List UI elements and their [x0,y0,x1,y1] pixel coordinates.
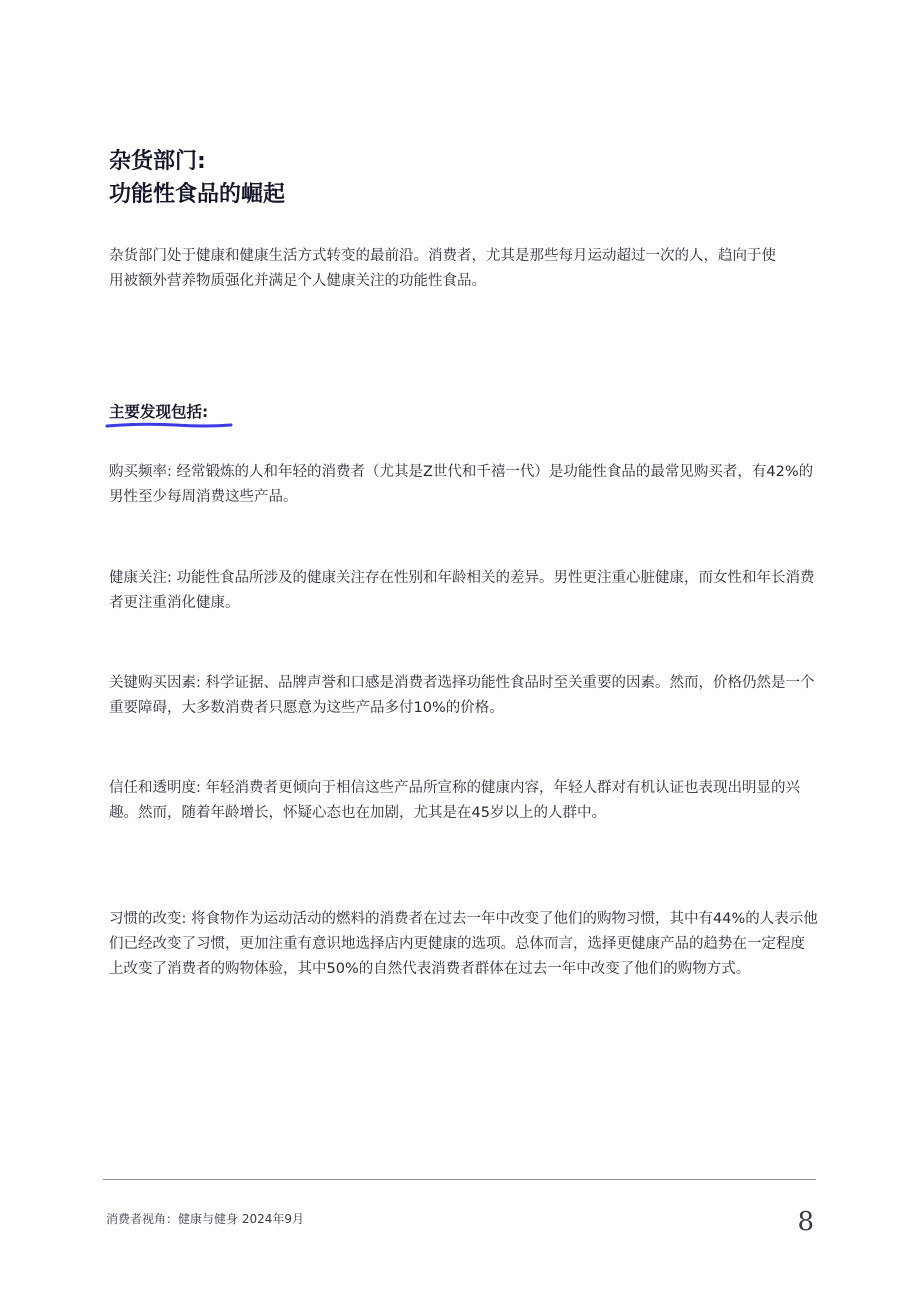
footer-publication: 消费者视角：健康与健身 2024年9月 [106,1212,304,1226]
footer-divider [103,1179,816,1180]
finding-habit-change: 习惯的改变: 将食物作为运动活动的燃料的消费者在过去一年中改变了他们的购物习惯，其中有44%的人表示他们已经改变了习惯，更加注重有意识地选择店内更健康的选项。总体而言，选择更健康产品的趋势在一定程度上改变了消费者的购物体验，其中50%的自然代表消费者群体在过去一年中改变了他们的购物方式。 [109,911,818,977]
findings-heading: 主要发现包括: [109,403,209,421]
page-number: 8 [797,1207,814,1237]
title-line-1: 杂货部门: [109,149,206,174]
finding-purchase-frequency: 购买频率: 经常锻炼的人和年轻的消费者（尤其是Z世代和千禧一代）是功能性食品的最常见购买者，有42%的男性至少每周消费这些产品。 [109,464,814,505]
heading-underline [105,421,233,429]
finding-key-purchase-factors: 关键购买因素: 科学证据、品牌声誉和口感是消费者选择功能性食品时至关重要的因素。然而，价格仍然是一个重要障碍，大多数消费者只愿意为这些产品多付10%的价格。 [109,675,815,716]
page-title [109,145,285,211]
finding-trust-transparency: 信任和透明度: 年轻消费者更倾向于相信这些产品所宣称的健康内容，年轻人群对有机认证也表现出明显的兴趣。然而，随着年龄增长，怀疑心态也在加剧，尤其是在45岁以上的人群中。 [109,780,800,821]
title-line-2: 功能性食品的崛起 [109,182,286,207]
finding-health-concerns: 健康关注: 功能性食品所涉及的健康关注存在性别和年龄相关的差异。男性更注重心脏健康，而女性和年长消费者更注重消化健康。 [109,570,815,611]
intro-paragraph: 杂货部门处于健康和健康生活方式转变的最前沿。消费者，尤其是那些每月运动超过一次的人，趋向于使用被额外营养物质强化并满足个人健康关注的功能性食品。 [109,248,776,289]
